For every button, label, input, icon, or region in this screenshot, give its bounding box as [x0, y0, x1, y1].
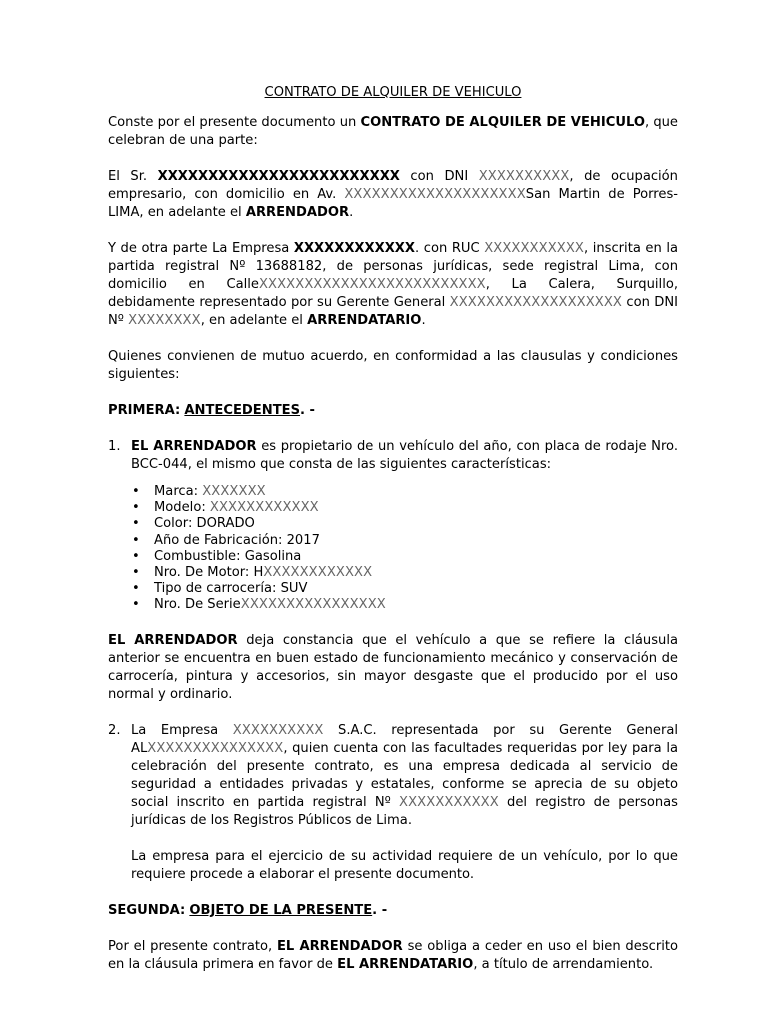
spec-value: XXXXXXXXXXXX: [209, 500, 319, 516]
item-two-partida: XXXXXXXXXXX: [399, 794, 499, 810]
vehicle-spec-item: [108, 484, 678, 500]
party-one-text: , de ocupación empresario, con domicilio en Av.: [108, 169, 678, 202]
vehicle-specs-list: [108, 484, 678, 614]
vehicle-spec-item: [108, 565, 678, 581]
closing-text: Por el presente contrato,: [108, 938, 277, 954]
party-one-address: XXXXXXXXXXXXXXXXXXXX: [344, 187, 526, 202]
intro-text-end: , que celebran de una parte:: [108, 115, 678, 148]
item-two-text: S.A.C. representada por su Gerente General AL: [131, 722, 678, 756]
party-two-text: con DNI Nº: [108, 295, 678, 328]
item-two-manager: XXXXXXXXXXXXXXX: [147, 740, 284, 756]
closing-text: se obliga a ceder en uso el bien descrito en la cláusula primera en favor de: [108, 938, 678, 972]
party-one-text: San Martin de Porres-LIMA, en adelante el: [108, 187, 678, 220]
item-two-text: del registro de personas jurídicas de los Registros Públicos de Lima.: [131, 794, 678, 828]
item-number: 1.: [108, 439, 121, 454]
item-one-subject: EL ARRENDADOR: [131, 439, 257, 454]
vehicle-spec-item: [108, 549, 678, 565]
party-two-manager: XXXXXXXXXXXXXXXXXXX: [449, 295, 623, 310]
spec-value: DORADO: [196, 516, 255, 532]
clause-one-end: . -: [300, 403, 315, 418]
condition-paragraph: [108, 632, 678, 704]
closing-object: EL ARRENDATARIO: [337, 956, 474, 972]
clause-two-label: SEGUNDA:: [108, 902, 186, 918]
spec-label: Color:: [154, 516, 197, 532]
document-title: CONTRATO DE ALQUILER DE VEHICULO: [264, 85, 522, 100]
intro-paragraph: [108, 114, 678, 150]
party-one-text: El Sr.: [108, 169, 158, 184]
spec-value: SUV: [280, 581, 308, 597]
numbered-item-1: [108, 438, 678, 474]
vehicle-spec-item: [108, 533, 678, 549]
spec-label: Nro. De Motor: H: [154, 564, 264, 580]
vehicle-spec-item: [108, 500, 678, 516]
condition-text: deja constancia que el vehículo a que se refiere la cláusula anterior se encuentra en buen estado de funcionamiento mecánico y conservación de carrocería, pintura y accesorios, sin mayor desgaste que el producido por el uso normal y ordinario.: [108, 632, 679, 702]
party-two-text: , inscrita en la partida registral Nº 13688182, de personas jurídicas, sede registral Lima, con domicilio en Calle: [108, 241, 678, 292]
party-two-company: XXXXXXXXXXXX: [293, 241, 416, 256]
party-two-role: ARRENDATARIO: [307, 313, 422, 328]
party-one-name: XXXXXXXXXXXXXXXXXXXXXXXX: [157, 169, 400, 184]
condition-subject: EL ARRENDADOR: [108, 632, 238, 648]
party-two-text: Y de otra parte La Empresa: [108, 241, 294, 256]
spec-label: Nro. De Serie: [154, 597, 241, 613]
party-two-text: , en adelante el: [200, 313, 308, 328]
spec-value: Gasolina: [244, 548, 302, 564]
contract-name: CONTRATO DE ALQUILER DE VEHICULO: [360, 115, 645, 130]
party-two-dni: XXXXXXXX: [128, 313, 201, 328]
item-two-text: La Empresa: [131, 722, 233, 738]
item-number: 2.: [108, 722, 121, 738]
clause-one-heading: [108, 402, 678, 420]
party-two-text: , La Calera, Surquillo, debidamente representado por su Gerente General: [108, 277, 678, 310]
clause-two-end: . -: [372, 902, 388, 918]
party-one-role: ARRENDADOR: [245, 205, 350, 220]
party-two-paragraph: [108, 240, 678, 330]
clause-one-label: PRIMERA:: [108, 403, 181, 418]
party-one-text: con DNI: [399, 169, 479, 184]
party-one-paragraph: [108, 168, 678, 222]
spec-label: Combustible:: [154, 548, 245, 564]
spec-value: XXXXXXX: [202, 484, 266, 499]
agreement-paragraph: Quienes convienen de mutuo acuerdo, en conformidad a las clausulas y condiciones siguientes:: [108, 349, 678, 382]
spec-label: Año de Fabricación:: [154, 532, 287, 548]
item-two-continuation: La empresa para el ejercicio de su actividad requiere de un vehículo, por lo que requiere procede a elaborar el presente documento.: [131, 848, 678, 882]
party-two-text: .: [421, 313, 426, 328]
party-one-dni: XXXXXXXXXX: [478, 169, 570, 184]
intro-text: Conste por el presente documento un: [108, 115, 361, 130]
numbered-item-2: [108, 722, 678, 830]
spec-label: Marca:: [154, 484, 203, 499]
spec-value: XXXXXXXXXXXXXXXX: [240, 597, 386, 613]
spec-label: Modelo:: [154, 500, 210, 516]
item-two-company: XXXXXXXXXX: [232, 722, 324, 738]
party-two-street: XXXXXXXXXXXXXXXXXXXXXXXXX: [258, 277, 486, 292]
contract-document: [108, 84, 678, 992]
party-one-text: .: [349, 205, 354, 220]
closing-subject: EL ARRENDADOR: [276, 938, 403, 954]
party-two-ruc: XXXXXXXXXXX: [484, 241, 584, 256]
clause-two-title: OBJETO DE LA PRESENTE: [189, 902, 373, 918]
item-one-text: es propietario de un vehículo del año, con placa de rodaje Nro. BCC-044, el mismo que consta de las siguientes características:: [131, 439, 678, 472]
closing-paragraph: [108, 938, 678, 974]
vehicle-spec-item: [108, 581, 678, 597]
clause-one-title: ANTECEDENTES: [184, 403, 301, 418]
vehicle-spec-item: [108, 597, 678, 613]
spec-value: 2017: [286, 532, 320, 548]
item-two-text: , quien cuenta con las facultades requeridas por ley para la celebración del presente contrato, es una empresa dedicada al servicio de seguridad a entidades privadas y estatales, conforme se aprecia de su objeto social inscrito en partida registral Nº: [131, 740, 678, 810]
party-two-text: . con RUC: [415, 241, 485, 256]
vehicle-spec-item: [108, 516, 678, 532]
spec-label: Tipo de carrocería:: [154, 581, 281, 597]
spec-value: XXXXXXXXXXXX: [263, 564, 373, 580]
clause-two-heading: [108, 902, 678, 920]
closing-text: , a título de arrendamiento.: [473, 956, 654, 972]
